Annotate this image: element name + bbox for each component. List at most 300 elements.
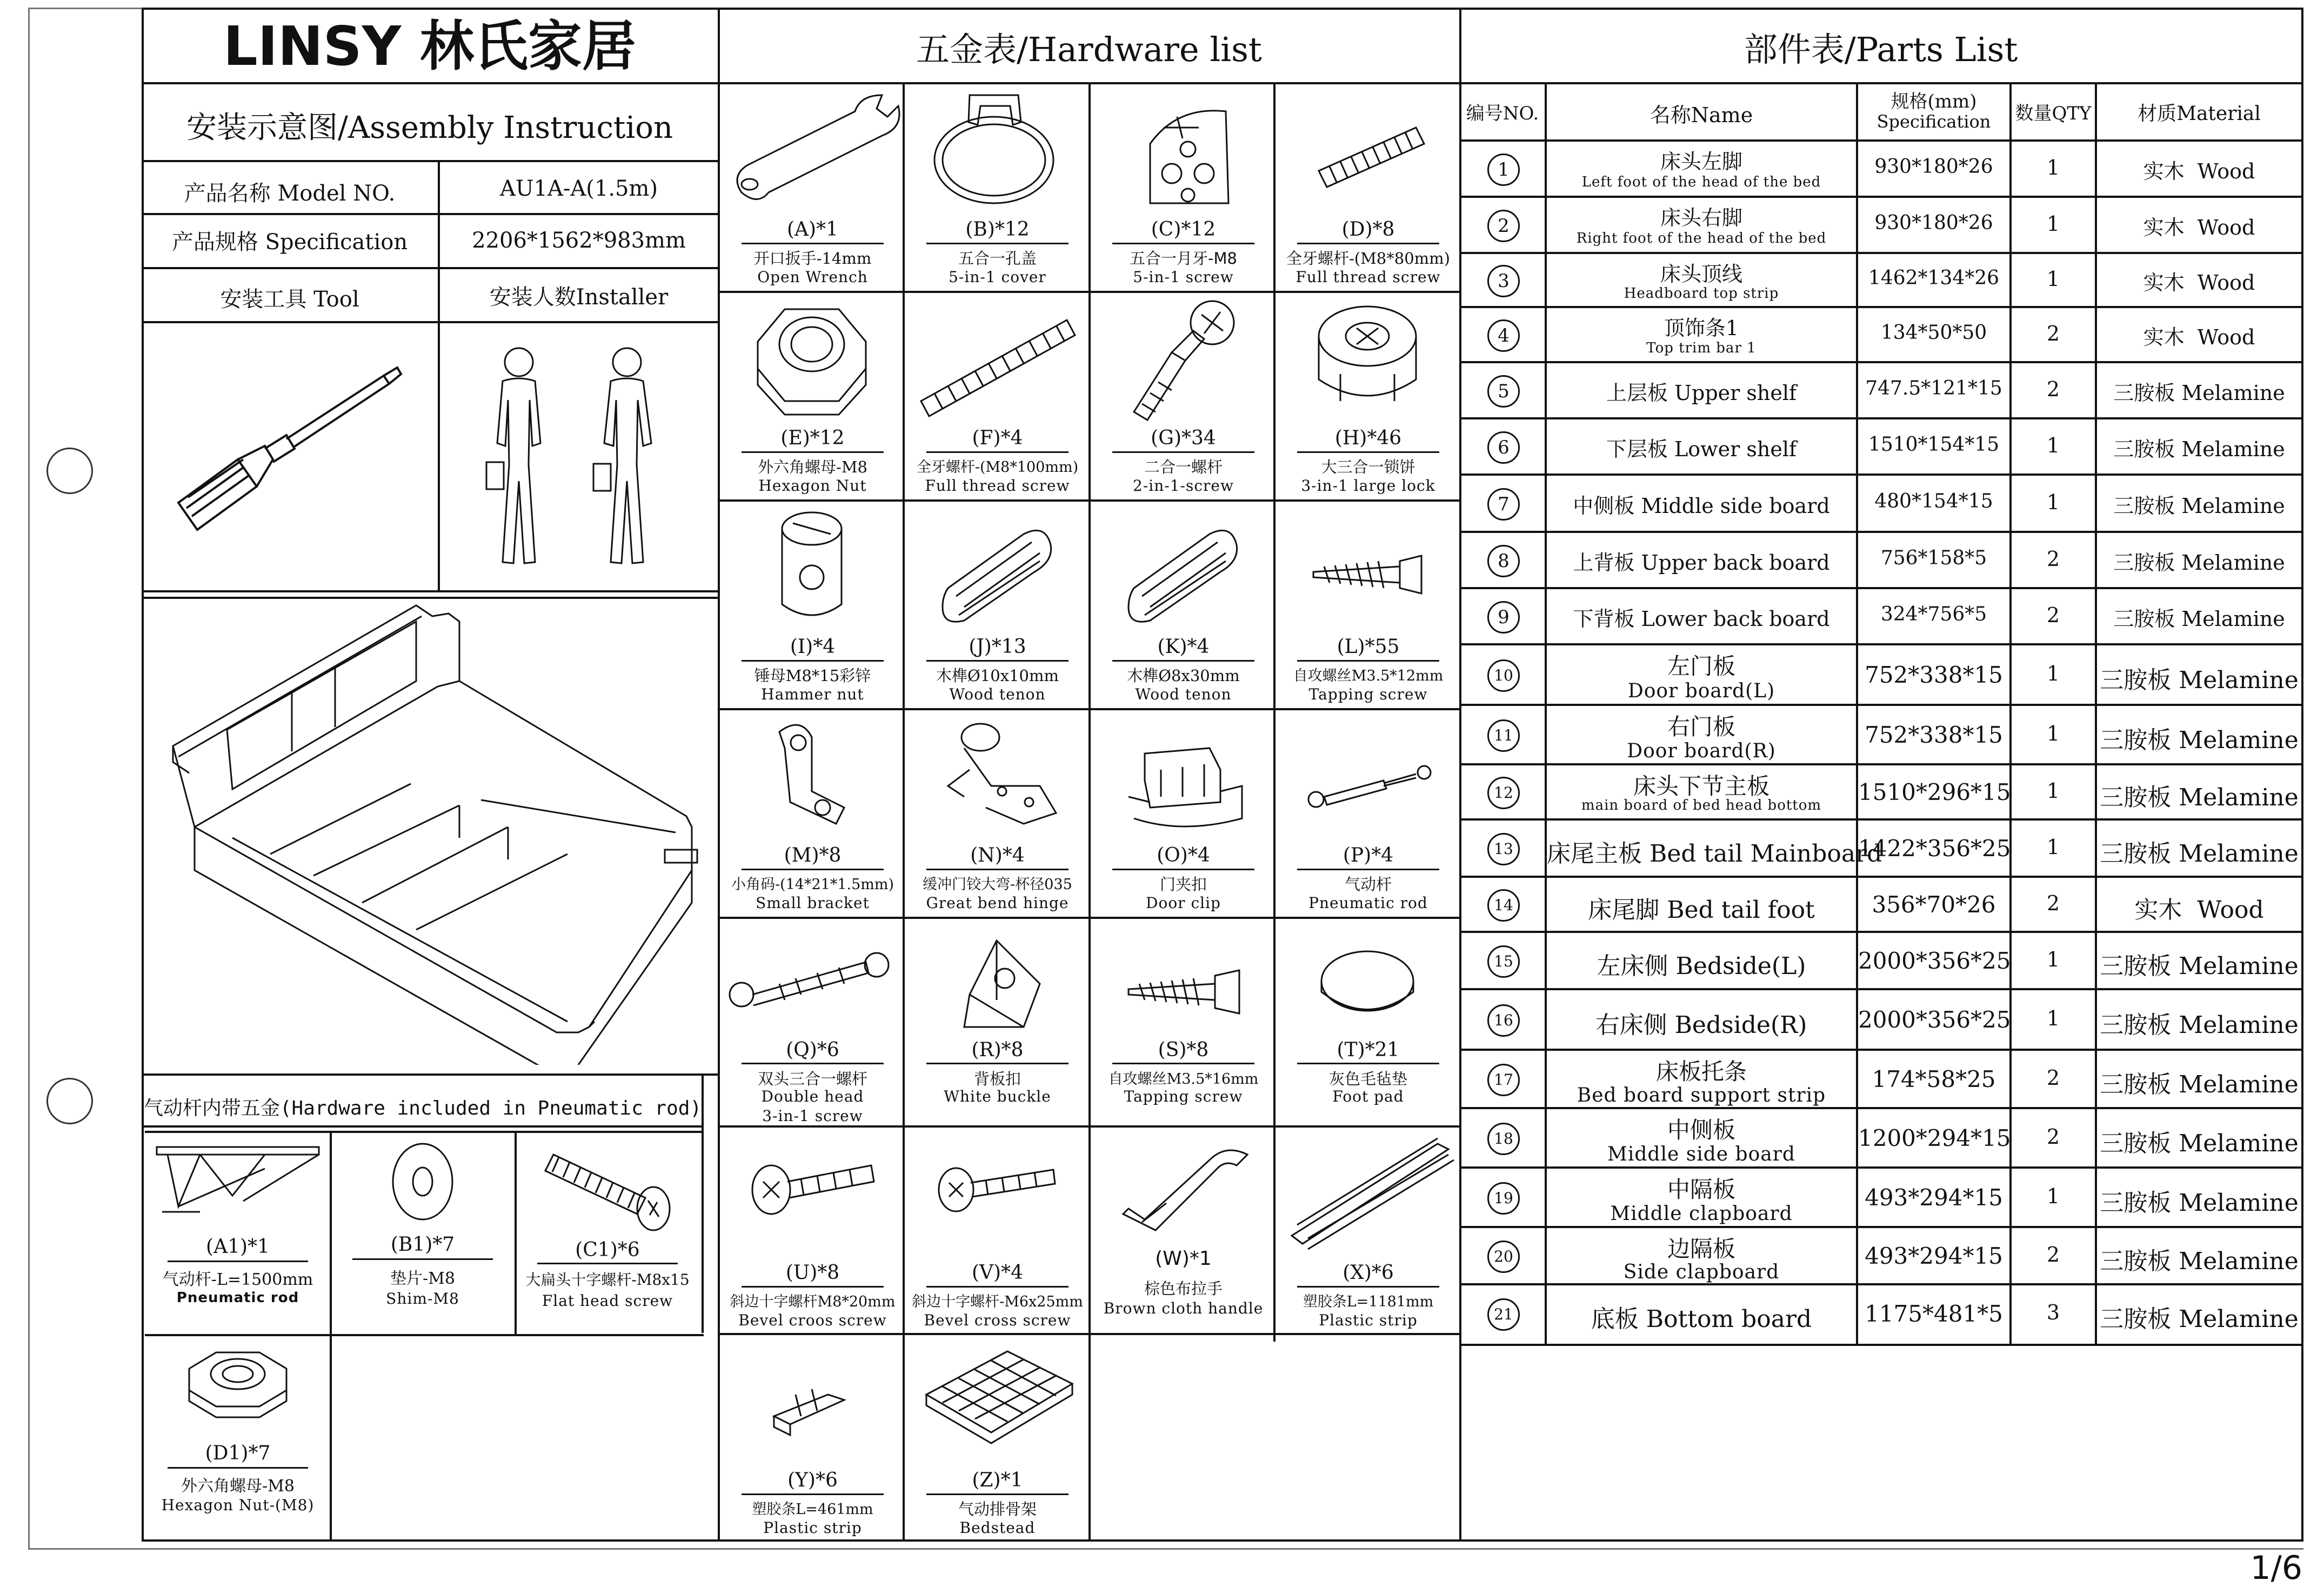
part-material: 三胺板 Melamine [2100, 784, 2299, 811]
hardware-code: (O)*4 [1157, 844, 1210, 866]
hardware-code: (U)*8 [785, 1262, 840, 1284]
logo-chinese: 林氏家居 [419, 15, 636, 78]
info-rule-5b [142, 597, 718, 599]
pneumatic-item-en: Hexagon Nut-(M8) [161, 1496, 315, 1514]
table-row [1460, 363, 2301, 419]
tool-label: 安装工具 Tool [220, 287, 359, 312]
hardware-code: (P)*4 [1343, 844, 1394, 866]
hardware-en: Double head [761, 1088, 864, 1105]
spec-label: 产品规格 Specification [171, 230, 408, 255]
hardware-en: Hammer nut [761, 685, 864, 703]
hardware-en: Pneumatic rod [1308, 894, 1428, 912]
part-number: 21 [1487, 1298, 1520, 1331]
part-spec: 752*338*15 [1865, 722, 2003, 748]
part-material: 三胺板 Melamine [2100, 952, 2299, 980]
part-name-en: Top trim bar 1 [1646, 340, 1757, 356]
part-spec: 1510*296*15 [1858, 779, 2011, 805]
part-number: 10 [1487, 659, 1520, 692]
part-spec: 493*294*15 [1865, 1184, 2003, 1211]
hardware-code: (F)*4 [972, 427, 1023, 449]
door-clip-icon [1091, 710, 1276, 840]
hardware-cn: 灰色毛毡垫 [1328, 1070, 1407, 1088]
part-name-cn: 床头下节主板 [1633, 773, 1769, 799]
part-spec: 747.5*121*15 [1865, 377, 2002, 399]
part-qty: 1 [2046, 267, 2060, 291]
part-material: 实木 Wood [2143, 271, 2255, 295]
pneumatic-item-code: (B1)*7 [390, 1233, 455, 1256]
part-number: 5 [1487, 375, 1520, 408]
table-row [1460, 1285, 2301, 1344]
part-name-en: Side clapboard [1623, 1261, 1780, 1283]
part-spec: 752*338*15 [1865, 662, 2003, 688]
hardware-cn: 缓冲门铰大弯-杯径035 [923, 876, 1072, 893]
screwdriver-icon [157, 346, 427, 551]
part-material: 三胺板 Melamine [2113, 607, 2285, 631]
part-name-cn: 中侧板 [1667, 1117, 1735, 1143]
hardware-code: (N)*4 [970, 844, 1025, 866]
part-name-cn: 顶饰条1 [1664, 316, 1739, 340]
hardware-en: Wood tenon [949, 685, 1046, 703]
part-number: 3 [1487, 265, 1520, 297]
long-thread-rod-icon [905, 293, 1090, 423]
table-row [1460, 476, 2301, 533]
part-name: 右床侧 Bedside(R) [1595, 1011, 1807, 1039]
info-rule-7 [142, 1125, 704, 1128]
hardware-en: Great bend hinge [926, 894, 1069, 912]
hardware-en: Plastic strip [1319, 1311, 1418, 1329]
part-qty: 1 [2046, 1184, 2060, 1208]
hardware-cn: 斜边十字螺杆-M6x25mm [912, 1293, 1083, 1310]
model-label: 产品名称 Model NO. [184, 181, 396, 206]
parts-header-material: 材质Material [2138, 103, 2261, 125]
hardware-item-u [720, 1128, 905, 1336]
hardware-item-v [905, 1128, 1090, 1336]
pneumatic-item-en: Flat head screw [542, 1292, 673, 1310]
part-qty: 1 [2046, 948, 2060, 971]
parts-header-spec: 规格(mm) [1891, 91, 1977, 112]
table-row [1460, 990, 2301, 1051]
pneumatic-item-code: (A1)*1 [206, 1236, 270, 1258]
part-number: 1 [1487, 154, 1520, 186]
part-material: 实木 Wood [2143, 159, 2255, 183]
table-row [1460, 254, 2301, 308]
part-material: 三胺板 Melamine [2100, 726, 2299, 754]
part-spec: 1510*154*15 [1868, 434, 2000, 456]
brand-logo [142, 14, 718, 79]
hardware-cn: 全牙螺杆-(M8*100mm) [916, 459, 1079, 476]
part-qty: 2 [2046, 547, 2060, 571]
hardware-item-l [1275, 502, 1461, 710]
hardware-cn: 全牙螺杆-(M8*80mm) [1286, 249, 1450, 268]
logo-latin: LINSY [223, 15, 402, 78]
hardware-item-m [720, 710, 905, 919]
hardware-cn: 门夹扣 [1159, 875, 1207, 893]
part-qty: 3 [2046, 1301, 2060, 1324]
wrench-icon [720, 84, 905, 214]
hardware-en: Door clip [1146, 894, 1221, 912]
part-material: 三胺板 Melamine [2100, 1130, 2299, 1157]
hardware-item-o [1091, 710, 1276, 919]
part-material: 三胺板 Melamine [2100, 1248, 2299, 1275]
hardware-cn: 气动排骨架 [958, 1500, 1037, 1518]
hardware-en: Full thread screw [925, 477, 1070, 495]
pneumatic-item-cn: 大扁头十字螺杆-M8x15 [525, 1271, 690, 1289]
hardware-item-j [905, 502, 1090, 710]
page-edge-line [28, 8, 30, 1549]
hardware-en: Tapping screw [1308, 685, 1428, 703]
double-head-bolt-icon [720, 919, 905, 1049]
parts-header-name: 名称Name [1649, 103, 1753, 127]
hardware-item-e [720, 293, 905, 502]
part-material: 实木 Wood [2134, 896, 2264, 924]
pneumatic-item-code: (D1)*7 [205, 1442, 271, 1464]
crescent-screw-icon [1091, 84, 1276, 214]
parts-header-spec-en: Specification [1876, 111, 1991, 132]
hardware-code: (Z)*1 [972, 1469, 1023, 1491]
info-rule-5 [142, 590, 718, 592]
part-number: 7 [1487, 488, 1520, 521]
hardware-item-n [905, 710, 1090, 919]
dowel-icon [905, 502, 1090, 631]
part-qty: 1 [2046, 779, 2060, 803]
part-number: 17 [1487, 1064, 1520, 1096]
hardware-item-d [1275, 84, 1461, 293]
hardware-item-y [720, 1335, 905, 1544]
hardware-item-f [905, 293, 1090, 502]
part-qty: 2 [2046, 1066, 2060, 1090]
part-spec: 2000*356*25 [1858, 948, 2011, 974]
lift-mechanism-icon [146, 1136, 330, 1217]
page-bottom-line [28, 1548, 2303, 1550]
part-number: 9 [1487, 601, 1520, 634]
hardware-code: (R)*8 [971, 1039, 1024, 1061]
part-number: 4 [1487, 319, 1520, 352]
hardware-item-i [720, 502, 905, 710]
hardware-cn: 斜边十字螺杆M8*20mm [730, 1293, 896, 1310]
table-row [1460, 878, 2301, 933]
table-row [1460, 821, 2301, 878]
bevel-screw-icon [905, 1128, 1090, 1257]
part-material: 三胺板 Melamine [2113, 381, 2285, 405]
hardware-en: Foot pad [1332, 1088, 1404, 1105]
hex-nut-icon [720, 293, 905, 423]
hardware-en: Wood tenon [1135, 685, 1232, 703]
info-rule-3 [142, 267, 718, 269]
part-number: 15 [1487, 945, 1520, 978]
hex-nut-icon [146, 1336, 330, 1444]
part-spec: 756*158*5 [1880, 547, 1987, 569]
table-row [1460, 1109, 2301, 1169]
hardware-code: (D)*8 [1341, 218, 1395, 241]
part-name-en: Middle side board [1607, 1143, 1795, 1165]
hardware-code: (I)*4 [790, 636, 836, 658]
hardware-code: (E)*12 [780, 427, 845, 449]
part-spec: 1175*481*5 [1865, 1301, 2003, 1327]
hardware-cn: 外六角螺母-M8 [758, 458, 867, 476]
part-name-en: Door board(R) [1627, 740, 1776, 762]
part-name-cn: 床板托条 [1655, 1058, 1747, 1085]
pneumatic-item-cn: 外六角螺母-M8 [181, 1477, 295, 1496]
pneumatic-item-a1 [146, 1133, 330, 1336]
part-material: 三胺板 Melamine [2113, 494, 2285, 518]
cam-lock-icon [1275, 293, 1461, 423]
table-row [1460, 533, 2301, 589]
part-qty: 1 [2046, 662, 2060, 685]
hardware-code: (T)*21 [1337, 1039, 1400, 1061]
bevel-screw-icon [720, 1128, 905, 1257]
part-number: 8 [1487, 545, 1520, 577]
hardware-item-w [1091, 1128, 1276, 1336]
part-name-en: Middle clapboard [1610, 1203, 1793, 1225]
part-material: 三胺板 Melamine [2113, 437, 2285, 461]
part-name: 底板 Bottom board [1591, 1305, 1812, 1333]
part-name-cn: 床头顶线 [1660, 262, 1742, 286]
table-row [1460, 933, 2301, 990]
hardware-en: Plastic strip [763, 1519, 862, 1537]
part-material: 三胺板 Melamine [2100, 840, 2299, 868]
hardware-code: (X)*6 [1343, 1262, 1394, 1284]
buckle-icon [905, 919, 1090, 1049]
part-qty: 1 [2046, 835, 2060, 859]
hardware-en: 2-in-1-screw [1133, 477, 1234, 495]
part-qty: 1 [2046, 1006, 2060, 1030]
part-name-cn: 床头左脚 [1660, 150, 1742, 174]
hardware-cn: 五合一月牙-M8 [1130, 249, 1237, 268]
part-qty: 2 [2046, 322, 2060, 345]
table-row [1460, 645, 2301, 706]
hardware-en: 5-in-1 screw [1133, 268, 1234, 286]
hardware-item-g [1091, 293, 1276, 502]
hardware-cn: 气动杆 [1344, 875, 1392, 893]
table-row [1460, 706, 2301, 765]
hardware-cn: 塑胶条L=1181mm [1303, 1293, 1434, 1310]
parts-header-qty: 数量QTY [2015, 103, 2092, 124]
page-number: 1/6 [2250, 1549, 2302, 1587]
pneumatic-table-right [702, 1076, 704, 1333]
part-qty: 1 [2046, 434, 2060, 457]
hardware-en: Bedstead [959, 1519, 1036, 1537]
hardware-item-z [905, 1335, 1090, 1544]
table-row [1460, 1169, 2301, 1228]
part-qty: 2 [2046, 603, 2060, 627]
hardware-en: Tapping screw [1124, 1088, 1243, 1105]
part-name: 下背板 Lower back board [1573, 607, 1830, 631]
table-row [1460, 142, 2301, 198]
table-row [1460, 1051, 2301, 1109]
part-name-en: Right foot of the head of the bed [1576, 230, 1827, 246]
hardware-item-a [720, 84, 905, 293]
hardware-item-s [1091, 919, 1276, 1128]
part-spec: 174*58*25 [1872, 1066, 1996, 1092]
pneumatic-hardware-title: 气动杆内带五金(Hardware included in Pneumatic rod) [143, 1097, 702, 1119]
hardware-code: (H)*46 [1334, 427, 1402, 449]
hardware-cn: 木榫Ø10x10mm [936, 666, 1059, 685]
pneumatic-item-en: Shim-M8 [386, 1290, 459, 1308]
hammer-nut-icon [720, 502, 905, 631]
hardware-cn: 双头三合一螺杆 [757, 1070, 867, 1088]
hardware-item-c [1091, 84, 1276, 293]
hardware-code: (B)*12 [965, 218, 1030, 241]
hardware-en: Small bracket [756, 894, 870, 912]
hardware-code: (C)*12 [1151, 218, 1216, 241]
info-rule-1 [142, 160, 718, 162]
installer-label: 安装人数Installer [489, 285, 669, 310]
part-qty: 2 [2046, 1125, 2060, 1149]
hardware-code: (L)*55 [1337, 636, 1400, 658]
part-material: 三胺板 Melamine [2100, 1189, 2299, 1217]
binder-hole-bottom [46, 1078, 93, 1124]
part-name-cn: 右门板 [1667, 714, 1735, 740]
hardware-cn: 锤母M8*15彩锌 [754, 666, 871, 685]
hardware-item-r [905, 919, 1090, 1128]
hardware-code: (J)*13 [969, 636, 1026, 658]
hardware-code: (V)*4 [972, 1262, 1023, 1284]
hardware-en: Full thread screw [1295, 268, 1441, 286]
hardware-item-k [1091, 502, 1276, 710]
part-name-en: main board of bed head bottom [1581, 797, 1822, 813]
part-number: 20 [1487, 1241, 1520, 1273]
part-spec: 134*50*50 [1880, 322, 1987, 344]
info-col-divider [438, 160, 440, 590]
part-number: 11 [1487, 719, 1520, 752]
part-material: 实木 Wood [2143, 216, 2255, 239]
cover-icon [905, 84, 1090, 214]
part-name: 上层板 Upper shelf [1606, 381, 1797, 405]
dowel-icon [1091, 502, 1276, 631]
part-name-en: Bed board support strip [1577, 1084, 1826, 1106]
tapping-screw-icon [1091, 919, 1276, 1049]
cloth-handle-icon [1091, 1128, 1276, 1257]
hardware-code: (Q)*6 [786, 1039, 839, 1061]
hardware-code: (G)*34 [1151, 427, 1216, 449]
part-qty: 2 [2046, 891, 2060, 915]
hardware-cn: 木榫Ø8x30mm [1127, 666, 1240, 685]
hardware-cn: 棕色布拉手 [1144, 1279, 1223, 1298]
hardware-item-b [905, 84, 1090, 293]
info-rule-6 [142, 1073, 718, 1076]
hardware-cn: 自攻螺丝M3.5*12mm [1293, 668, 1444, 684]
table-row [1460, 765, 2301, 821]
part-number: 14 [1487, 889, 1520, 922]
page-left-rule [28, 8, 142, 9]
part-name-en: Left foot of the head of the bed [1581, 174, 1821, 190]
part-spec: 1422*356*25 [1858, 835, 2011, 862]
hardware-item-t [1275, 919, 1461, 1128]
hardware-item-q [720, 919, 905, 1128]
part-material: 三胺板 Melamine [2113, 551, 2285, 575]
hardware-cn: 塑胶条L=461mm [752, 1501, 873, 1518]
hardware-cn: 大三合一锁饼 [1321, 458, 1415, 476]
part-number: 13 [1487, 833, 1520, 865]
hardware-en-line2: 3-in-1 screw [762, 1107, 863, 1125]
part-spec: 1462*134*26 [1868, 267, 2000, 289]
washer-icon [331, 1133, 515, 1230]
part-name: 左床侧 Bedside(L) [1597, 952, 1806, 980]
plastic-strip-icon [1275, 1128, 1461, 1257]
hardware-cn: 小角码-(14*21*1.5mm) [731, 876, 894, 893]
bed-illustration [157, 600, 708, 1065]
part-number: 2 [1487, 210, 1520, 242]
part-number: 12 [1487, 777, 1520, 809]
part-spec: 2000*356*25 [1858, 1006, 2011, 1033]
part-name-cn: 边隔板 [1667, 1236, 1735, 1262]
hardware-code: (A)*1 [787, 218, 838, 241]
spec-value: 2206*1562*983mm [472, 228, 686, 253]
bedstead-frame-icon [905, 1335, 1090, 1465]
parts-list-title: 部件表/Parts List [1744, 30, 2018, 69]
hardware-en: 3-in-1 large lock [1301, 477, 1435, 495]
pneumatic-item-code: (C1)*6 [575, 1239, 640, 1261]
hardware-code: (S)*8 [1158, 1039, 1209, 1061]
hardware-cn: 二合一螺杆 [1144, 458, 1223, 476]
parts-bottom-rule [1460, 1344, 2301, 1346]
hardware-code: (Y)*6 [787, 1469, 838, 1491]
hardware-code: (M)*8 [784, 844, 842, 866]
info-rule-4 [142, 321, 718, 323]
part-name-cn: 中隔板 [1667, 1176, 1735, 1203]
part-qty: 2 [2046, 377, 2060, 401]
part-name-en: Door board(L) [1627, 680, 1775, 702]
part-material: 三胺板 Melamine [2100, 666, 2299, 694]
pneumatic-item-cn: 垫片-M8 [390, 1269, 455, 1288]
part-spec: 930*180*26 [1874, 156, 1993, 178]
part-name: 床尾主板 Bed tail Mainboard [1547, 840, 1882, 868]
table-row [1460, 308, 2301, 363]
bracket-icon [720, 710, 905, 840]
part-qty: 1 [2046, 212, 2060, 236]
part-spec: 480*154*15 [1874, 490, 1993, 512]
part-name: 下层板 Lower shelf [1606, 437, 1797, 461]
installer-figures-icon [465, 335, 703, 584]
pneumatic-item-d1 [146, 1336, 330, 1539]
hardware-item-p [1275, 710, 1461, 919]
pneumatic-rod-icon [1275, 710, 1461, 840]
binder-hole-top [46, 448, 93, 494]
hardware-en: Open Wrench [757, 268, 868, 286]
part-qty: 1 [2046, 722, 2060, 745]
hardware-en: 5-in-1 cover [949, 268, 1046, 286]
hardware-en: Brown cloth handle [1103, 1299, 1264, 1317]
table-row [1460, 1228, 2301, 1285]
part-number: 16 [1487, 1004, 1520, 1037]
hardware-en: Bevel cross screw [924, 1311, 1071, 1329]
part-material: 三胺板 Melamine [2100, 1305, 2299, 1333]
hardware-code: (W)*1 [1155, 1248, 1212, 1270]
hardware-cn: 五合一孔盖 [958, 249, 1037, 268]
part-qty: 2 [2046, 1243, 2060, 1266]
part-name-en: Headboard top strip [1624, 285, 1779, 302]
pneumatic-item-en: Pneumatic rod [176, 1290, 299, 1306]
part-name: 上背板 Upper back board [1573, 551, 1830, 575]
hinge-icon [905, 710, 1090, 840]
tapping-screw-icon [1275, 502, 1461, 631]
hardware-en: Bevel croos screw [738, 1311, 887, 1329]
pneumatic-item-cn: 气动杆-L=1500mm [162, 1270, 313, 1289]
hardware-cn: 背板扣 [973, 1070, 1021, 1088]
part-number: 6 [1487, 431, 1520, 464]
part-name: 床尾脚 Bed tail foot [1588, 896, 1815, 924]
part-spec: 1200*294*15 [1858, 1125, 2011, 1151]
model-value: AU1A-A(1.5m) [499, 176, 658, 201]
assembly-instruction-title: 安装示意图/Assembly Instruction [186, 110, 673, 145]
part-spec: 356*70*26 [1872, 891, 1996, 918]
part-qty: 1 [2046, 156, 2060, 179]
hardware-list-title: 五金表/Hardware list [916, 30, 1262, 69]
table-row [1460, 589, 2301, 645]
hardware-code: (K)*4 [1157, 636, 1210, 658]
part-material: 实木 Wood [2143, 325, 2255, 349]
part-qty: 1 [2046, 490, 2060, 514]
